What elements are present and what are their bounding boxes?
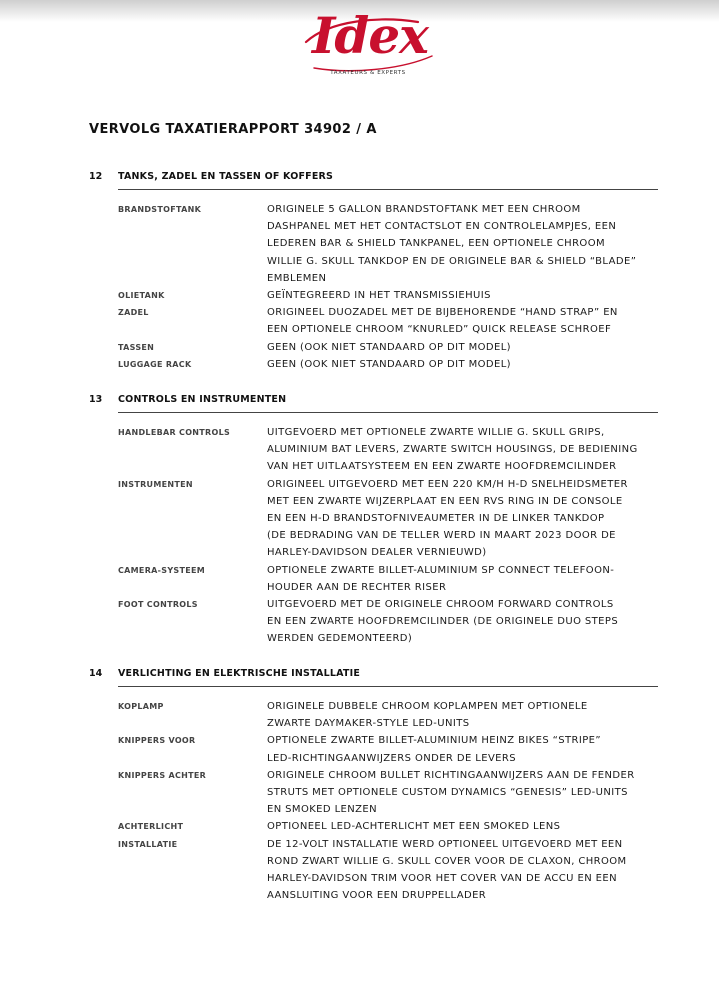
row-installatie (89, 836, 658, 905)
value-line: ROND ZWART WILLIE G. SKULL COVER VOOR DE CLAXON, CHROOM (267, 855, 627, 867)
row-camera-systeem (89, 562, 658, 596)
row-value (267, 339, 647, 356)
row-label: INSTRUMENTEN (118, 479, 193, 489)
document-title: VERVOLG TAXATIERAPPORT 34902 / A (89, 122, 377, 137)
section-title: TANKS, ZADEL EN TASSEN OF KOFFERS (118, 171, 334, 182)
value-line: VAN HET UITLAATSYSTEEM EN EEN ZWARTE HOOFDREMCILINDER (267, 461, 617, 473)
value-line: HOUDER AAN DE RECHTER RISER (267, 581, 447, 593)
row-luggage-rack (89, 356, 658, 373)
value-line: OPTIONELE ZWARTE BILLET-ALUMINIUM HEINZ BIKES “STRIPE” (267, 735, 601, 747)
row-label: OLIETANK (118, 291, 165, 301)
row-tassen (89, 339, 658, 356)
logo-wordmark: Idex (312, 6, 428, 65)
value-line: ALUMINIUM BAT LEVERS, ZWARTE SWITCH HOUSINGS, DE BEDIENING (267, 444, 638, 456)
section-divider (118, 686, 658, 687)
value-line: GEEN (OOK NIET STANDAARD OP DIT MODEL) (267, 358, 511, 370)
section-number: 12 (89, 171, 103, 182)
value-line: LED-RICHTINGAANWIJZERS ONDER DE LEVERS (267, 752, 516, 764)
row-value (267, 201, 647, 287)
value-line: EEN OPTIONELE CHROOM “KNURLED” QUICK RELEASE SCHROEF (267, 324, 612, 336)
value-line: LEDEREN BAR & SHIELD TANKPANEL, EEN OPTIONELE CHROOM (267, 238, 606, 250)
value-line: HARLEY-DAVIDSON DEALER VERNIEUWD) (267, 547, 487, 559)
row-label: KNIPPERS ACHTER (118, 770, 207, 780)
row-value (267, 304, 647, 338)
row-label: TASSEN (118, 342, 155, 352)
section-header (89, 394, 658, 416)
section-12 (89, 171, 658, 373)
section-divider (118, 189, 658, 190)
value-line: ORIGINELE 5 GALLON BRANDSTOFTANK MET EEN CHROOM (267, 204, 581, 215)
value-line: EN EEN ZWARTE HOOFDREMCILINDER (DE ORIGINELE DUO STEPS (267, 616, 619, 628)
row-label: INSTALLATIE (118, 839, 178, 849)
section-14 (89, 668, 658, 904)
row-label: ACHTERLICHT (118, 822, 184, 832)
row-knippers-achter (89, 767, 658, 819)
row-value (267, 596, 647, 648)
value-line: UITGEVOERD MET DE ORIGINELE CHROOM FORWARD CONTROLS (267, 599, 614, 611)
value-line: ORIGINELE CHROOM BULLET RICHTINGAANWIJZERS AAN DE FENDER (267, 769, 635, 781)
row-achterlicht (89, 818, 658, 835)
row-label: FOOT CONTROLS (118, 600, 198, 610)
row-value (267, 424, 647, 476)
value-line: AANSLUITING VOOR EEN DRUPPELLADER (267, 890, 487, 902)
row-olietank (89, 287, 658, 304)
value-line: EMBLEMEN (267, 272, 327, 284)
value-line: STRUTS MET OPTIONELE CUSTOM DYNAMICS “GENESIS” LED-UNITS (267, 787, 628, 799)
value-line: ORIGINEEL UITGEVOERD MET EEN 220 KM/H H-D SNELHEIDSMETER (267, 478, 628, 490)
value-line: OPTIONELE ZWARTE BILLET-ALUMINIUM SP CONNECT TELEFOON- (267, 564, 615, 576)
value-line: MET EEN ZWARTE WIJZERPLAAT EN EEN RVS RING IN DE CONSOLE (267, 495, 623, 507)
value-line: DASHPANEL MET HET CONTACTSLOT EN CONTROLELAMPJES, EEN (267, 221, 617, 233)
row-label: CAMERA-SYSTEEM (118, 565, 206, 575)
value-line: ORIGINELE DUBBELE CHROOM KOPLAMPEN MET OPTIONELE (267, 701, 588, 712)
row-value (267, 767, 647, 819)
row-handlebar-controls (89, 424, 658, 476)
logo-tagline: TAXATEURS & EXPERTS (330, 70, 406, 76)
row-brandstoftank (89, 201, 658, 287)
row-instrumenten (89, 476, 658, 562)
row-label: LUGGAGE RACK (118, 359, 192, 369)
row-value (267, 836, 647, 905)
section-title: VERLICHTING EN ELEKTRISCHE INSTALLATIE (118, 668, 361, 679)
value-line: WERDEN GEDEMONTEERD) (267, 633, 413, 645)
row-label: BRANDSTOFTANK (118, 205, 202, 214)
section-header (89, 668, 658, 690)
row-label: HANDLEBAR CONTROLS (118, 428, 231, 437)
value-line: UITGEVOERD MET OPTIONELE ZWARTE WILLIE G. SKULL GRIPS, (267, 427, 605, 438)
row-label: ZADEL (118, 308, 149, 318)
row-label: KOPLAMP (118, 702, 164, 711)
idex-logo (300, 6, 440, 86)
value-line: ORIGINEEL DUOZADEL MET DE BIJBEHORENDE “HAND STRAP” EN (267, 307, 618, 319)
row-value (267, 476, 647, 562)
row-value (267, 562, 647, 596)
row-value (267, 356, 647, 373)
value-line: EN EEN H-D BRANDSTOFNIVEAUMETER IN DE LINKER TANKDOP (267, 513, 605, 525)
section-number: 13 (89, 394, 103, 405)
row-value (267, 732, 647, 766)
value-line: GEEN (OOK NIET STANDAARD OP DIT MODEL) (267, 341, 511, 353)
section-number: 14 (89, 668, 103, 679)
section-divider (118, 412, 658, 413)
value-line: GEÏNTEGREERD IN HET TRANSMISSIEHUIS (267, 290, 491, 302)
row-value (267, 818, 647, 835)
value-line: HARLEY-DAVIDSON TRIM VOOR HET COVER VAN DE ACCU EN EEN (267, 873, 617, 885)
row-label: KNIPPERS VOOR (118, 736, 196, 746)
value-line: WILLIE G. SKULL TANKDOP EN DE ORIGINELE BAR & SHIELD “BLADE” (267, 255, 637, 267)
section-header (89, 171, 658, 193)
section-13 (89, 394, 658, 648)
row-zadel (89, 304, 658, 338)
value-line: DE 12-VOLT INSTALLATIE WERD OPTIONEEL UITGEVOERD MET EEN (267, 838, 623, 850)
row-value (267, 287, 647, 304)
row-knippers-voor (89, 732, 658, 766)
value-line: (DE BEDRADING VAN DE TELLER WERD IN MAART 2023 DOOR DE (267, 530, 616, 542)
row-foot-controls (89, 596, 658, 648)
value-line: OPTIONEEL LED-ACHTERLICHT MET EEN SMOKED LENS (267, 821, 561, 833)
row-koplamp (89, 698, 658, 732)
value-line: ZWARTE DAYMAKER-STYLE LED-UNITS (267, 718, 470, 730)
section-title: CONTROLS EN INSTRUMENTEN (118, 394, 287, 405)
row-value (267, 698, 647, 732)
value-line: EN SMOKED LENZEN (267, 804, 377, 816)
